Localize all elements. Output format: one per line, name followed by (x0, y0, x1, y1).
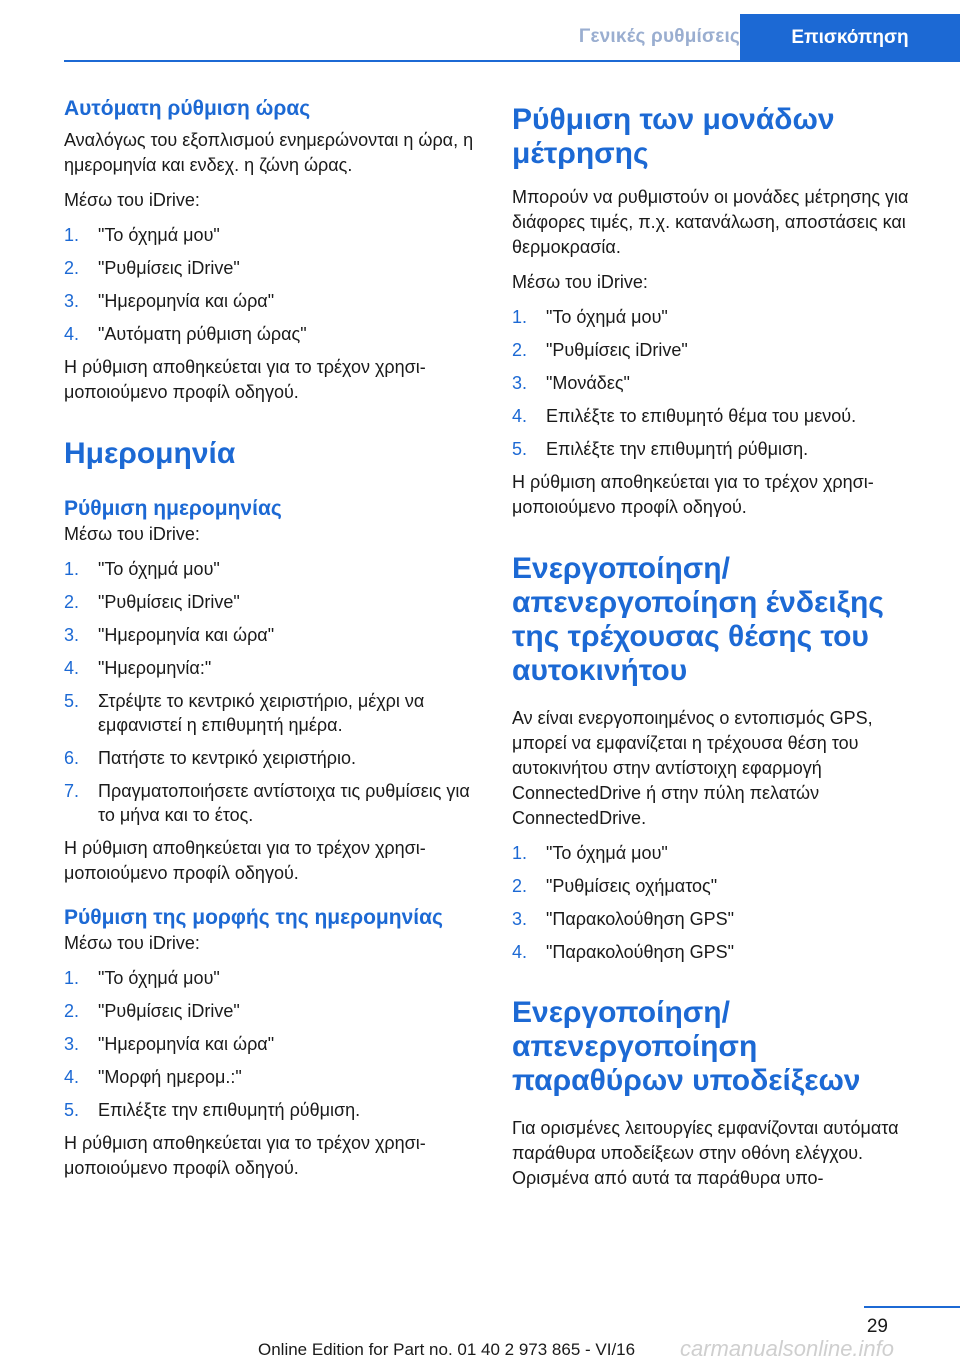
set-date-steps (64, 557, 484, 827)
auto-time-via: Μέσω του iDrive: (64, 190, 200, 210)
auto-time-text: Αναλόγως του εξοπλισμού ενημερώνονται η ώρα, η ημερομηνία και ενδεχ. η ζώνη ώρας. (64, 130, 474, 175)
heading-auto-time: Αυτόματη ρύθμιση ώρας (64, 97, 311, 120)
auto-time-note: Η ρύθμιση αποθηκεύεται για το τρέχον χρησιμοποιούμενο προφίλ οδηγού. (64, 357, 426, 402)
list-item: 4. Επιλέξτε το επιθυμητό θέμα του μενού. (512, 406, 857, 426)
edition-text: Online Edition for Part no. 01 40 2 973 865 - VI/16 (258, 1340, 636, 1359)
list-item: 2. "Ρυθμίσεις iDrive" (512, 340, 688, 360)
list-item: 5. Στρέψτε το κεντρικό χειριστήριο, μέχρι να εμφανιστεί η επιθυμητή ημέρα. (64, 691, 425, 735)
position-title: Ενεργοποίηση/ απενεργοποίηση ένδειξης της τρέχουσας θέσης του αυτοκινήτου (512, 552, 884, 687)
header-section-title: Γενικές ρυθμίσεις (578, 26, 740, 47)
list-item: 5. Επιλέξτε την επιθυμητή ρύθμιση. (512, 439, 809, 459)
hints-title: Ενεργοποίηση/ απενεργοποίηση παραθύρων υποδείξεων (512, 996, 861, 1097)
list-item: 1. "Το όχημά μου" (64, 225, 220, 245)
list-item: 1. "Το όχημά μου" (512, 843, 668, 863)
list-item: 1. "Το όχημά μου" (64, 968, 220, 988)
list-item: 3. "Ημερομηνία και ώρα" (64, 1034, 275, 1054)
list-item: 3. "Ημερομηνία και ώρα" (64, 625, 275, 645)
list-item: 2. "Ρυθμίσεις οχήματος" (512, 876, 718, 896)
footer-rule (864, 1306, 960, 1308)
list-item: 5. Επιλέξτε την επιθυμητή ρύθμιση. (64, 1100, 361, 1120)
date-format-note: Η ρύθμιση αποθηκεύεται για το τρέχον χρησιμοποιούμενο προφίλ οδηγού. (64, 1133, 426, 1178)
page-header (0, 0, 960, 62)
watermark: carmanualsonline.info (680, 1336, 895, 1361)
position-steps (512, 841, 932, 964)
auto-time-steps (64, 223, 484, 346)
list-item: 2. "Ρυθμίσεις iDrive" (64, 1001, 240, 1021)
list-item: 1. "Το όχημά μου" (64, 559, 220, 579)
hints-text: Για ορισμένες λειτουργίες εμφανίζονται αυτόματα παράθυρα υποδείξεων στην οθόνη ελέγχου. Ορισμένα από αυτά τα παράθυρα υπο- (512, 1118, 899, 1188)
page-number: 29 (866, 1316, 888, 1337)
list-item: 3. "Μονάδες" (512, 373, 630, 393)
list-item: 3. "Ημερομηνία και ώρα" (64, 291, 275, 311)
units-text: Μπορούν να ρυθμιστούν οι μονάδες μέτρησης για διάφορες τιμές, π.χ. κατανάλωση, αποστάσεις και θερμοκρασία. (512, 187, 909, 257)
list-item: 2. "Ρυθμίσεις iDrive" (64, 258, 240, 278)
set-date-note: Η ρύθμιση αποθηκεύεται για το τρέχον χρησιμοποιούμενο προφίλ οδηγού. (64, 838, 426, 883)
list-item: 6. Πατήστε το κεντρικό χειριστήριο. (64, 748, 356, 768)
set-date-via: Μέσω του iDrive: (64, 524, 200, 544)
heading-date-format: Ρύθμιση της μορφής της ημερομηνίας (64, 906, 443, 929)
header-rule (64, 60, 740, 62)
list-item: 7. Πραγματοποιήσετε αντίστοιχα τις ρυθμίσεις για το μήνα και το έτος. (64, 781, 470, 825)
date-format-via: Μέσω του iDrive: (64, 933, 200, 953)
position-text: Αν είναι ενεργοποιημένος ο εντοπισμός GPS, μπορεί να εμφανίζεται η τρέχουσα θέση του αυτοκινήτου στην αντίστοιχη εφαρμογή ConnectedDrive ή στην πύλη πελατών ConnectedDrive. (512, 708, 873, 828)
units-via: Μέσω του iDrive: (512, 272, 648, 292)
list-item: 1. "Το όχημά μου" (512, 307, 668, 327)
list-item: 4. "Αυτόματη ρύθμιση ώρας" (64, 324, 307, 344)
list-item: 4. "Μορφή ημερομ.:" (64, 1067, 242, 1087)
units-note: Η ρύθμιση αποθηκεύεται για το τρέχον χρησιμοποιούμενο προφίλ οδηγού. (512, 472, 874, 517)
list-item: 4. "Ημερομηνία:" (64, 658, 212, 678)
heading-set-date: Ρύθμιση ημερομηνίας (64, 497, 282, 520)
header-tab-overview[interactable]: Επισκόπηση (740, 14, 960, 62)
list-item: 4. "Παρακολούθηση GPS" (512, 942, 735, 962)
units-title: Ρύθμιση των μονάδων μέτρησης (512, 103, 835, 170)
list-item: 3. "Παρακολούθηση GPS" (512, 909, 735, 929)
units-steps (512, 305, 932, 461)
list-item: 2. "Ρυθμίσεις iDrive" (64, 592, 240, 612)
date-title: Ημερομηνία (64, 437, 236, 470)
date-format-steps (64, 966, 484, 1122)
left-column (64, 95, 484, 1181)
right-column (512, 103, 932, 1191)
